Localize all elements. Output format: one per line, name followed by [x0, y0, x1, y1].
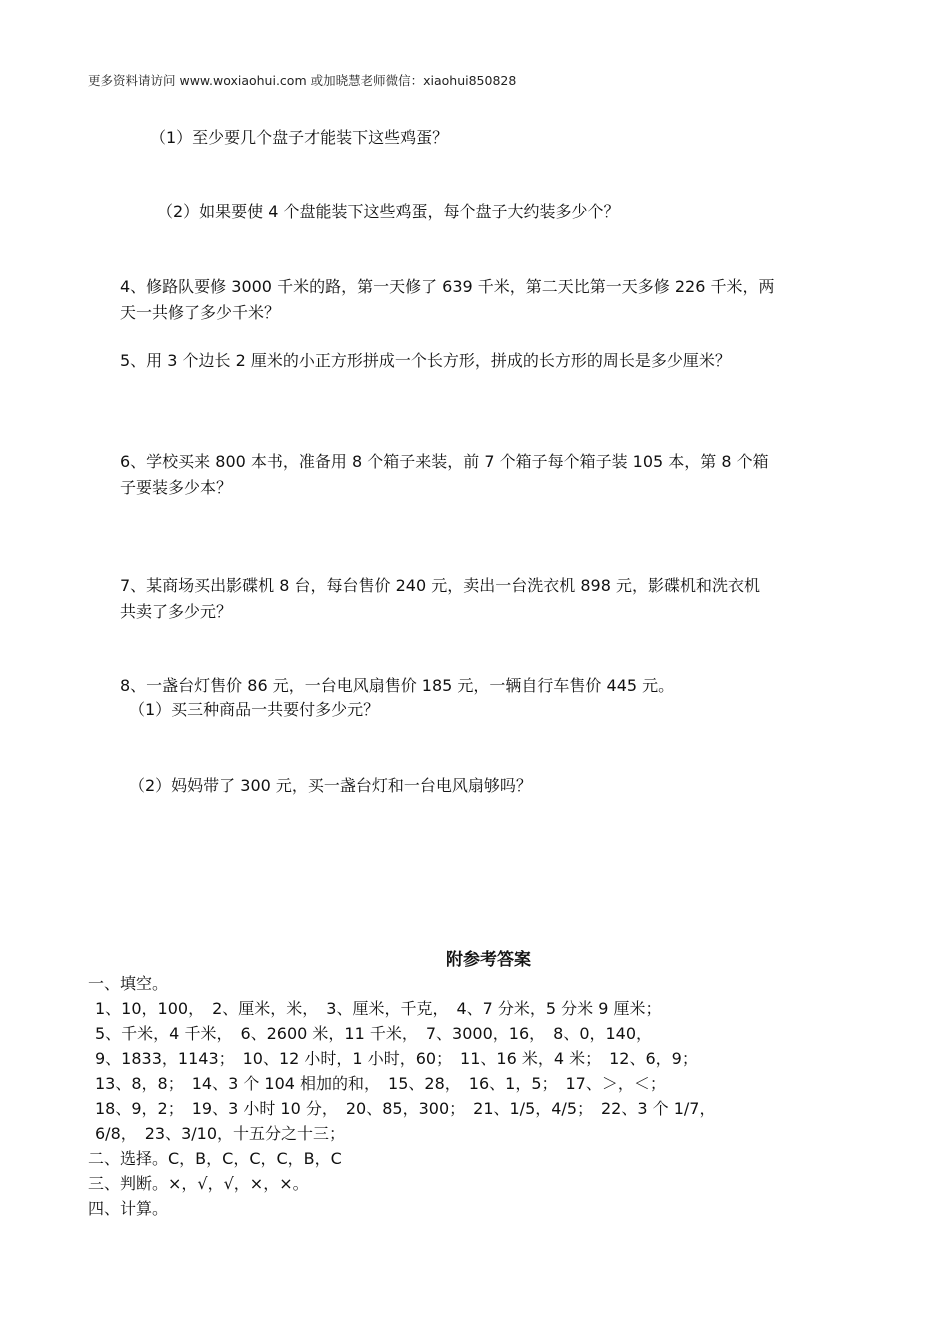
question-6-line-2: 子要装多少本？: [120, 478, 233, 497]
answers-section-2: 二、选择。C，B，C，C，C，B，C: [88, 1149, 342, 1168]
question-4-line-2: 天一共修了多少千米？: [120, 303, 281, 322]
answers-row-4: 13、8，8； 14、3 个 104 相加的和， 15、28， 16、1，5； 17、＞，＜；: [95, 1074, 666, 1093]
question-5: 5、用 3 个边长 2 厘米的小正方形拼成一个长方形，拼成的长方形的周长是多少厘米？: [120, 351, 731, 370]
question-8: 8、一盏台灯售价 86 元，一台电风扇售价 185 元，一辆自行车售价 445 元。: [120, 676, 675, 695]
question-3-part-1: （1）至少要几个盘子才能装下这些鸡蛋？: [150, 128, 449, 147]
question-6-line-1: 6、学校买来 800 本书，准备用 8 个箱子来装，前 7 个箱子每个箱子装 105 本，第 8 个箱: [120, 452, 769, 471]
question-3-part-2: （2）如果要使 4 个盘能装下这些鸡蛋，每个盘子大约装多少个？: [157, 202, 620, 221]
answers-row-3: 9、1833，1143； 10、12 小时，1 小时，60； 11、16 米，4 米； 12、6，9；: [95, 1049, 698, 1068]
answers-section-4: 四、计算。: [88, 1199, 169, 1218]
question-7-line-2: 共卖了多少元？: [120, 602, 233, 621]
question-4-line-1: 4、修路队要修 3000 千米的路，第一天修了 639 千米，第二天比第一天多修 226 千米，两: [120, 277, 775, 296]
answers-row-2: 5、千米，4 千米， 6、2600 米，11 千米， 7、3000，16， 8、0，140，: [95, 1024, 653, 1043]
answers-row-6: 6/8， 23、3/10，十五分之十三；: [95, 1124, 346, 1143]
question-7-line-1: 7、某商场买出影碟机 8 台，每台售价 240 元，卖出一台洗衣机 898 元，影碟机和洗衣机: [120, 576, 760, 595]
answers-section-1-heading: 一、填空。: [88, 974, 169, 993]
answers-row-1: 1、10，100， 2、厘米，米， 3、厘米，千克， 4、7 分米，5 分米 9 厘米；: [95, 999, 662, 1018]
answers-title: 附参考答案: [446, 950, 531, 970]
answers-row-5: 18、9，2； 19、3 小时 10 分， 20、85，300； 21、1/5，4/5； 22、3 个 1/7，: [95, 1099, 716, 1118]
answers-section-3: 三、判断。×，√，√，×，×。: [88, 1174, 309, 1193]
question-8-part-1: （1）买三种商品一共要付多少元？: [129, 700, 380, 719]
question-8-part-2: （2）妈妈带了 300 元，买一盏台灯和一台电风扇够吗？: [129, 776, 532, 795]
page-header: 更多资料请访问 www.woxiaohui.com 或加晓慧老师微信：xiaohui850828: [88, 73, 517, 88]
